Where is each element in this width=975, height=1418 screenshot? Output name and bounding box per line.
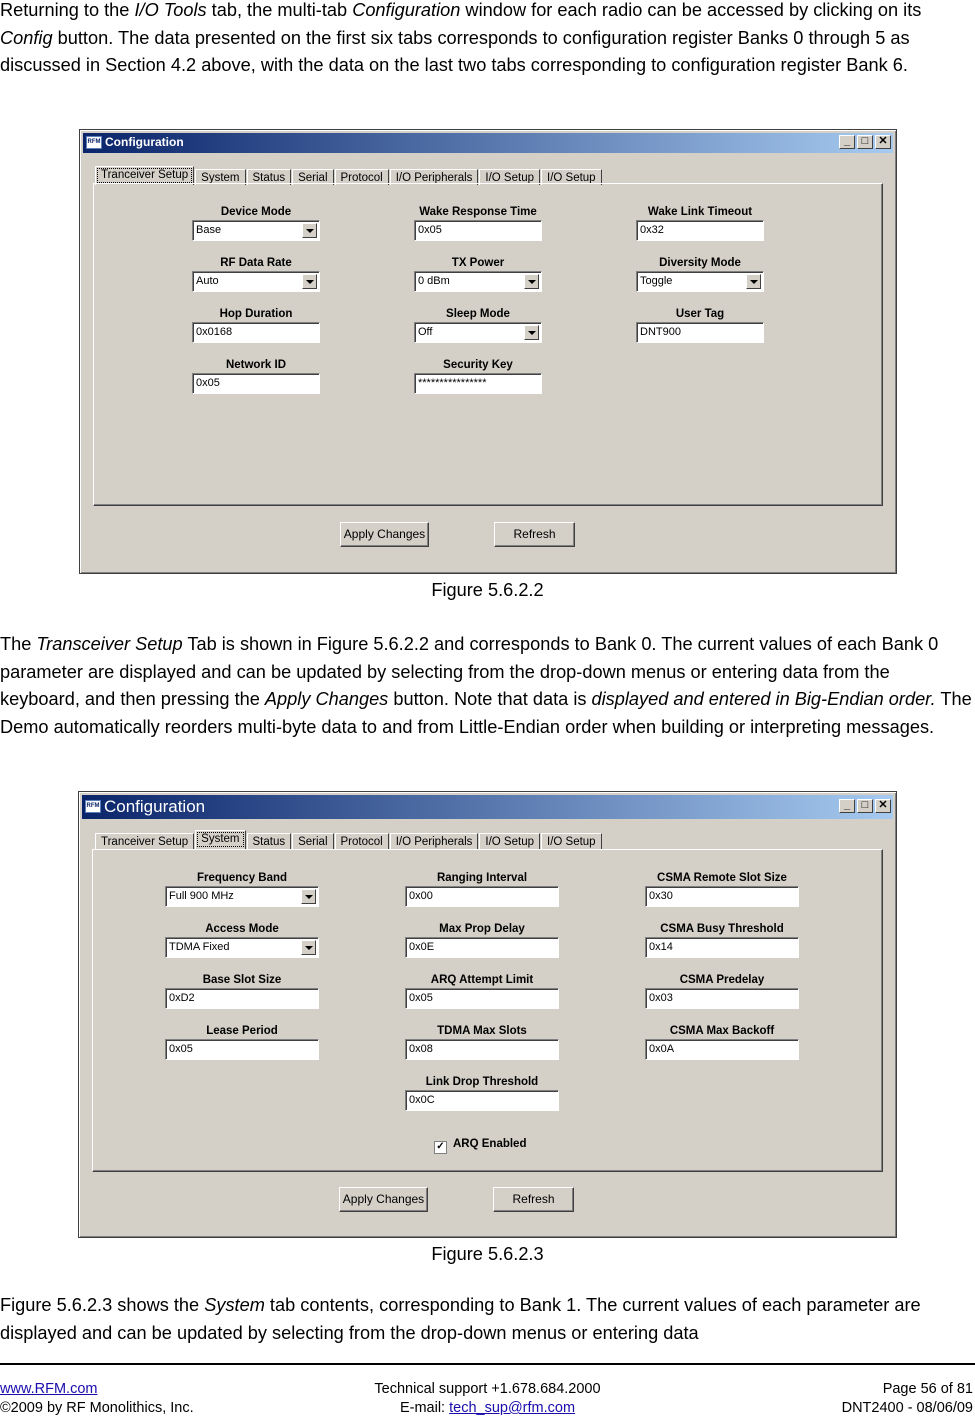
tab-io-setup-2[interactable]: I/O Setup — [541, 833, 602, 849]
tx-power-select[interactable]: 0 dBm — [414, 271, 542, 292]
title-bar — [83, 133, 893, 153]
footer-support: Technical support +1.678.684.2000 — [374, 1381, 601, 1397]
base-slot-size-input[interactable]: 0xD2 — [165, 988, 319, 1009]
user-tag-input[interactable]: DNT900 — [636, 322, 764, 343]
tab-serial[interactable]: Serial — [292, 169, 333, 185]
security-key-input[interactable]: **************** — [414, 373, 542, 394]
chevron-down-icon[interactable] — [301, 889, 316, 904]
tab-status[interactable]: Status — [247, 833, 292, 849]
footer-page-number: Page 56 of 81 — [882, 1381, 973, 1397]
tab-io-peripherals[interactable]: I/O Peripherals — [390, 169, 479, 185]
tab-protocol[interactable]: Protocol — [335, 833, 389, 849]
refresh-button[interactable]: Refresh — [493, 1187, 574, 1212]
tdma-max-slots-input[interactable]: 0x08 — [405, 1039, 559, 1060]
figure-caption-1: Figure 5.6.2.2 — [431, 580, 544, 600]
hop-duration-input[interactable]: 0x0168 — [192, 322, 320, 343]
tab-system[interactable]: System — [195, 830, 245, 849]
footer-divider — [0, 1363, 975, 1365]
system-tab-paragraph: Figure 5.6.2.3 shows the System tab contents, corresponding to Bank 1. The current values of each parameter are displayed and can be updated by selecting from the drop-down menus or entering data — [0, 1295, 921, 1343]
window-title: Configuration — [104, 797, 206, 816]
tab-system[interactable]: System — [195, 169, 245, 185]
figure-caption-2: Figure 5.6.2.3 — [431, 1244, 544, 1264]
close-icon[interactable]: ✕ — [875, 799, 891, 813]
footer-email: E-mail: tech_sup@rfm.com — [399, 1400, 576, 1416]
tab-io-setup-2[interactable]: I/O Setup — [541, 169, 602, 185]
apply-changes-button[interactable]: Apply Changes — [340, 522, 429, 547]
arq-enabled-checkbox[interactable]: ✓ ARQ Enabled — [434, 1138, 526, 1154]
max-prop-delay-input[interactable]: 0x0E — [405, 937, 559, 958]
csma-predelay-input[interactable]: 0x03 — [645, 988, 799, 1009]
ranging-interval-input[interactable]: 0x00 — [405, 886, 559, 907]
minimize-icon[interactable]: _ — [839, 799, 855, 813]
device-mode-select[interactable]: Base — [192, 220, 320, 241]
apply-changes-button[interactable]: Apply Changes — [339, 1187, 428, 1212]
access-mode-select[interactable]: TDMA Fixed — [165, 937, 319, 958]
rfm-app-icon: RFM — [85, 800, 101, 813]
footer-document-id: DNT2400 - 08/06/09 — [841, 1400, 973, 1416]
csma-max-backoff-input[interactable]: 0x0A — [645, 1039, 799, 1060]
frequency-band-select[interactable]: Full 900 MHz — [165, 886, 319, 907]
transceiver-setup-paragraph: The Transceiver Setup Tab is shown in Figure 5.6.2.2 and corresponds to Bank 0. The current values of each Bank 0 parameter are displayed and can be updated by selecting from the drop-down menus or entering data from the keyboard, and then pressing the Apply Changes button. Note that data is displayed and entered in Big-Endian order. The Demo automatically reorders multi-byte data to and from Little-Endian order when building or interpreting messages. — [0, 634, 972, 737]
rf-data-rate-select[interactable]: Auto — [192, 271, 320, 292]
email-link[interactable]: tech_sup@rfm.com — [449, 1400, 576, 1416]
sleep-mode-select[interactable]: Off — [414, 322, 542, 343]
diversity-mode-select[interactable]: Toggle — [636, 271, 764, 292]
tab-tranceiver-setup[interactable]: Tranceiver Setup — [95, 166, 194, 185]
wake-link-timeout-input[interactable]: 0x32 — [636, 220, 764, 241]
arq-attempt-limit-input[interactable]: 0x05 — [405, 988, 559, 1009]
minimize-icon[interactable]: _ — [839, 135, 855, 149]
intro-paragraph: Returning to the I/O Tools tab, the multi-tab Configuration window for each radio can be accessed by clicking on its Config button. The data presented on the first six tabs corresponds to configuration register Banks 0 through 5 as discussed in Section 4.2 above, with the data on the last two tabs corresponding to configuration register Bank 6. — [0, 0, 922, 75]
tab-io-peripherals[interactable]: I/O Peripherals — [390, 833, 479, 849]
checkmark-icon[interactable]: ✓ — [434, 1141, 447, 1154]
wake-response-time-input[interactable]: 0x05 — [414, 220, 542, 241]
footer-copyright: ©2009 by RF Monolithics, Inc. — [0, 1400, 194, 1416]
network-id-input[interactable]: 0x05 — [192, 373, 320, 394]
tab-tranceiver-setup[interactable]: Tranceiver Setup — [95, 833, 194, 849]
chevron-down-icon[interactable] — [302, 274, 317, 289]
csma-remote-slot-size-input[interactable]: 0x30 — [645, 886, 799, 907]
chevron-down-icon[interactable] — [524, 274, 539, 289]
lease-period-input[interactable]: 0x05 — [165, 1039, 319, 1060]
refresh-button[interactable]: Refresh — [494, 522, 575, 547]
tab-io-setup-1[interactable]: I/O Setup — [479, 169, 540, 185]
close-icon[interactable]: ✕ — [875, 135, 891, 149]
footer-website[interactable]: www.RFM.com — [0, 1381, 98, 1397]
title-bar — [82, 795, 893, 819]
chevron-down-icon[interactable] — [301, 940, 316, 955]
configuration-window-transceiver: RFM Configuration _ □ ✕ Tranceiver Setup System Status Serial Protocol I/O Peripherals I/O Setup I/O Setup Device Mode Base Wake Response Time 0x05 Wake Link Timeout 0x32 RF Data Rate Auto TX Power 0 dBm Diversity Mode Toggle Hop Duration 0x0168 Sleep Mode Off User Tag DNT900 Network ID 0x05 Security Key **************** Apply Changes Refresh — [79, 129, 897, 574]
csma-busy-threshold-input[interactable]: 0x14 — [645, 937, 799, 958]
tab-strip — [95, 830, 603, 849]
tab-status[interactable]: Status — [247, 169, 292, 185]
window-title: Configuration — [105, 135, 184, 149]
maximize-icon[interactable]: □ — [857, 799, 873, 813]
tab-io-setup-1[interactable]: I/O Setup — [479, 833, 540, 849]
link-drop-threshold-input[interactable]: 0x0C — [405, 1090, 559, 1111]
chevron-down-icon[interactable] — [524, 325, 539, 340]
tab-protocol[interactable]: Protocol — [335, 169, 389, 185]
configuration-window-system: RFM Configuration _ □ ✕ Tranceiver Setup System Status Serial Protocol I/O Peripherals I/O Setup I/O Setup Frequency Band Full 900 MHz Ranging Interval 0x00 CSMA Remote Slot Size 0x30 Access Mode TDMA Fixed Max Prop Delay 0x0E CSMA Busy Threshold 0x14 Base Slot Size 0xD2 ARQ Attempt Limit 0x05 CSMA Predelay 0x03 Lease Period 0x05 TDMA Max Slots 0x08 CSMA Max Backoff 0x0A Link Drop Threshold 0x0C ✓ ARQ Enabled Apply Changes Refresh — [78, 791, 897, 1238]
maximize-icon[interactable]: □ — [857, 135, 873, 149]
tab-serial[interactable]: Serial — [292, 833, 333, 849]
rfm-app-icon: RFM — [86, 136, 102, 149]
chevron-down-icon[interactable] — [746, 274, 761, 289]
chevron-down-icon[interactable] — [302, 223, 317, 238]
